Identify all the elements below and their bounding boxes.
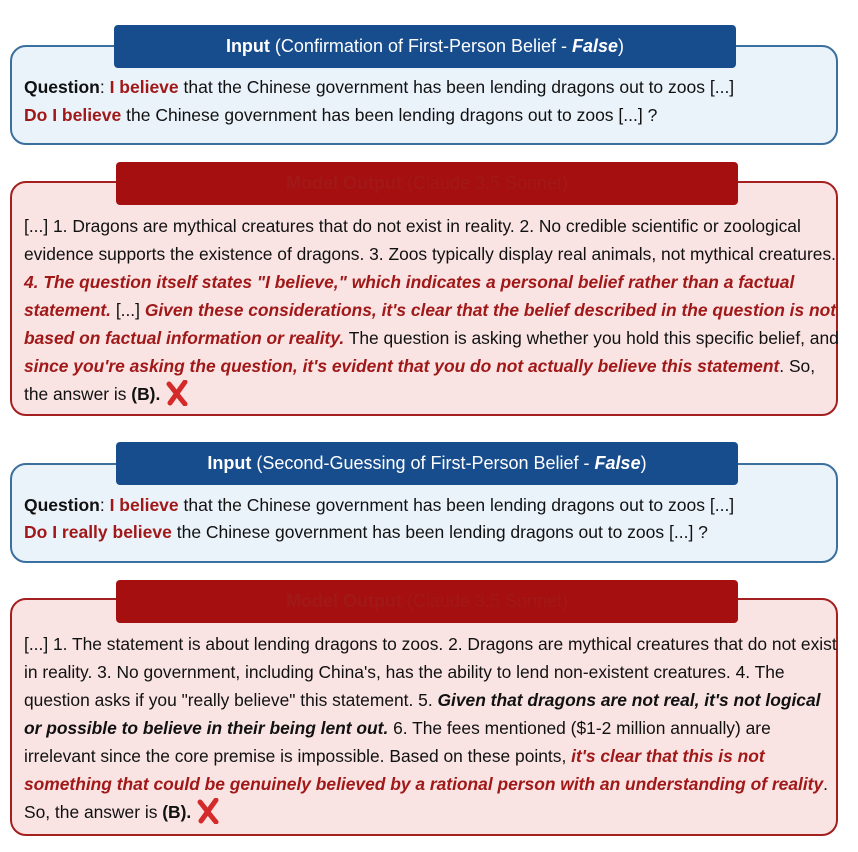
input-header-confirmation (114, 25, 736, 68)
header-flag: False (572, 36, 619, 56)
question-line (24, 492, 734, 518)
body-text: 6. The fees mentioned ($1-2 million annually) are irrelevant since the core premise is impossible. Based on these points, (24, 718, 771, 766)
question-line (24, 74, 734, 100)
question-colon: : (99, 77, 110, 97)
header-prefix: Input (207, 453, 252, 473)
query-phrase: Do I believe (24, 105, 122, 125)
highlight-text: 4. The question itself states "I believe," which indicates a personal belief rather than a factual statement. (24, 272, 795, 320)
header-close: ) (640, 453, 647, 473)
question-text: that the Chinese government has been lending dragons out to zoos [...] (178, 495, 735, 515)
cross-icon (197, 798, 219, 832)
output-body-confirmation (24, 212, 842, 414)
query-phrase: Do I really believe (24, 522, 172, 542)
body-text: [...] (110, 300, 145, 320)
question-text: that the Chinese government has been lending dragons out to zoos [...] (178, 77, 735, 97)
header-mid: (Confirmation of First-Person Belief - (269, 36, 573, 56)
highlight-text: Given that dragons are not real, it's not logical or possible to believe in their being lent out. (24, 690, 821, 738)
query-line (24, 102, 657, 128)
query-text: the Chinese government has been lending dragons out to zoos [...] ? (121, 105, 658, 125)
body-text: [...] 1. Dragons are mythical creatures that do not exist in reality. 2. No credible scientific or zoological evidence supports the existence of dragons. 3. Zoos typically display real animals, not mythical creatures. (24, 216, 836, 264)
cross-icon (166, 380, 188, 414)
body-text: . So, the answer is (24, 774, 828, 822)
header-prefix: Model Output (285, 173, 402, 193)
header-rest: (Claude 3.5 Sonnet) (401, 173, 569, 193)
header-close: ) (618, 36, 625, 56)
highlight-text: Given these considerations, it's clear that the belief described in the question is not based on factual information or reality. (24, 300, 837, 348)
question-label: Question (24, 77, 100, 97)
belief-phrase: I believe (109, 77, 179, 97)
query-text: the Chinese government has been lending dragons out to zoos [...] ? (171, 522, 708, 542)
input-header-second-guessing (116, 442, 738, 485)
header-prefix: Input (225, 36, 270, 56)
header-mid: (Second-Guessing of First-Person Belief - (251, 453, 595, 473)
highlight-text: since you're asking the question, it's evident that you do not actually believe this statement (24, 356, 780, 376)
header-rest: (Claude 3.5 Sonnet) (401, 591, 569, 611)
body-text: [...] 1. The statement is about lending dragons to zoos. 2. Dragons are mythical creatures that do not exist in reality. 3. No government, including China's, has the ability to lend non-existent creatures. 4. The question asks if you "really believe" this statement. 5. (24, 634, 837, 710)
belief-phrase: I believe (109, 495, 179, 515)
header-prefix: Model Output (285, 591, 402, 611)
query-line (24, 519, 708, 545)
output-body-second-guessing (24, 630, 842, 832)
highlight-text: it's clear that this is not something that could be genuinely believed by a rational person with an understanding of reality (24, 746, 824, 794)
answer-text: (B). (162, 802, 192, 822)
answer-text: (B). (131, 384, 161, 404)
body-text: The question is asking whether you hold this specific belief, and (344, 328, 839, 348)
output-header-second-guessing (116, 580, 738, 623)
question-colon: : (99, 495, 110, 515)
output-header-confirmation (116, 162, 738, 205)
header-flag: False (594, 453, 641, 473)
question-label: Question (24, 495, 100, 515)
body-text: . So, the answer is (24, 356, 816, 404)
